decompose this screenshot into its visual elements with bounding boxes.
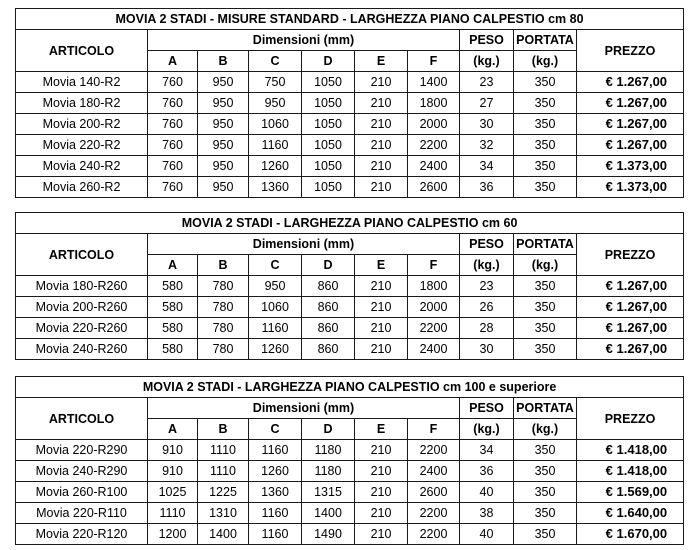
cell-a: 910 bbox=[148, 461, 198, 482]
table-row bbox=[16, 156, 684, 177]
cell-f: 2200 bbox=[408, 524, 460, 545]
cell-articolo: Movia 180-R2 bbox=[16, 93, 148, 114]
header-col-f: F bbox=[408, 51, 460, 72]
cell-b: 780 bbox=[198, 318, 249, 339]
cell-b: 1110 bbox=[198, 461, 249, 482]
cell-peso: 23 bbox=[460, 276, 514, 297]
cell-prezzo: € 1.418,00 bbox=[577, 440, 684, 461]
cell-c: 1160 bbox=[249, 503, 302, 524]
cell-prezzo: € 1.569,00 bbox=[577, 482, 684, 503]
cell-portata: 350 bbox=[514, 93, 577, 114]
table-row bbox=[16, 318, 684, 339]
cell-d: 1180 bbox=[302, 461, 355, 482]
cell-prezzo: € 1.373,00 bbox=[577, 177, 684, 198]
cell-e: 210 bbox=[355, 114, 408, 135]
table-title: MOVIA 2 STADI - LARGHEZZA PIANO CALPESTIO cm 60 bbox=[16, 213, 684, 234]
cell-portata: 350 bbox=[514, 318, 577, 339]
table-row bbox=[16, 339, 684, 360]
table-title-row bbox=[16, 377, 684, 398]
cell-peso: 32 bbox=[460, 135, 514, 156]
header-col-e: E bbox=[355, 255, 408, 276]
cell-prezzo: € 1.267,00 bbox=[577, 114, 684, 135]
cell-c: 1060 bbox=[249, 297, 302, 318]
cell-a: 580 bbox=[148, 297, 198, 318]
cell-e: 210 bbox=[355, 93, 408, 114]
cell-f: 2400 bbox=[408, 156, 460, 177]
cell-articolo: Movia 220-R2 bbox=[16, 135, 148, 156]
cell-peso: 30 bbox=[460, 114, 514, 135]
table-row bbox=[16, 461, 684, 482]
table-row bbox=[16, 482, 684, 503]
cell-e: 210 bbox=[355, 297, 408, 318]
table-row bbox=[16, 93, 684, 114]
cell-e: 210 bbox=[355, 339, 408, 360]
header-col-e: E bbox=[355, 51, 408, 72]
cell-prezzo: € 1.373,00 bbox=[577, 156, 684, 177]
price-table-100-plus bbox=[15, 376, 684, 545]
header-portata-unit: (kg.) bbox=[514, 51, 577, 72]
cell-d: 1050 bbox=[302, 72, 355, 93]
cell-portata: 350 bbox=[514, 339, 577, 360]
cell-prezzo: € 1.267,00 bbox=[577, 72, 684, 93]
cell-e: 210 bbox=[355, 177, 408, 198]
cell-b: 780 bbox=[198, 276, 249, 297]
header-portata-unit: (kg.) bbox=[514, 255, 577, 276]
cell-peso: 36 bbox=[460, 461, 514, 482]
cell-peso: 30 bbox=[460, 339, 514, 360]
header-dimensioni: Dimensioni (mm) bbox=[148, 234, 460, 255]
cell-prezzo: € 1.418,00 bbox=[577, 461, 684, 482]
cell-d: 1050 bbox=[302, 177, 355, 198]
header-col-d: D bbox=[302, 51, 355, 72]
cell-c: 1360 bbox=[249, 177, 302, 198]
cell-f: 1400 bbox=[408, 72, 460, 93]
table-row bbox=[16, 135, 684, 156]
cell-peso: 38 bbox=[460, 503, 514, 524]
table-row bbox=[16, 72, 684, 93]
cell-c: 1160 bbox=[249, 318, 302, 339]
cell-b: 1225 bbox=[198, 482, 249, 503]
cell-prezzo: € 1.267,00 bbox=[577, 318, 684, 339]
cell-a: 910 bbox=[148, 440, 198, 461]
cell-a: 760 bbox=[148, 177, 198, 198]
cell-a: 580 bbox=[148, 276, 198, 297]
cell-b: 1310 bbox=[198, 503, 249, 524]
table-row bbox=[16, 503, 684, 524]
cell-portata: 350 bbox=[514, 156, 577, 177]
header-col-d: D bbox=[302, 255, 355, 276]
cell-c: 1260 bbox=[249, 461, 302, 482]
header-col-c: C bbox=[249, 51, 302, 72]
cell-a: 580 bbox=[148, 318, 198, 339]
cell-d: 1315 bbox=[302, 482, 355, 503]
header-peso: PESO bbox=[460, 30, 514, 51]
cell-b: 950 bbox=[198, 156, 249, 177]
header-col-a: A bbox=[148, 255, 198, 276]
cell-peso: 27 bbox=[460, 93, 514, 114]
cell-b: 780 bbox=[198, 339, 249, 360]
cell-articolo: Movia 200-R2 bbox=[16, 114, 148, 135]
cell-d: 1050 bbox=[302, 135, 355, 156]
cell-e: 210 bbox=[355, 318, 408, 339]
cell-portata: 350 bbox=[514, 503, 577, 524]
cell-b: 1400 bbox=[198, 524, 249, 545]
table-body bbox=[16, 213, 684, 360]
header-portata: PORTATA bbox=[514, 398, 577, 419]
cell-b: 780 bbox=[198, 297, 249, 318]
cell-a: 760 bbox=[148, 156, 198, 177]
cell-c: 1260 bbox=[249, 339, 302, 360]
cell-prezzo: € 1.267,00 bbox=[577, 135, 684, 156]
cell-prezzo: € 1.267,00 bbox=[577, 339, 684, 360]
header-articolo: ARTICOLO bbox=[16, 398, 148, 440]
cell-articolo: Movia 220-R120 bbox=[16, 524, 148, 545]
table-row bbox=[16, 276, 684, 297]
cell-f: 2000 bbox=[408, 114, 460, 135]
header-dimensioni: Dimensioni (mm) bbox=[148, 30, 460, 51]
header-articolo: ARTICOLO bbox=[16, 30, 148, 72]
cell-peso: 40 bbox=[460, 482, 514, 503]
cell-portata: 350 bbox=[514, 135, 577, 156]
cell-portata: 350 bbox=[514, 440, 577, 461]
cell-a: 1025 bbox=[148, 482, 198, 503]
cell-peso: 40 bbox=[460, 524, 514, 545]
cell-b: 1110 bbox=[198, 440, 249, 461]
header-row bbox=[16, 398, 684, 419]
cell-e: 210 bbox=[355, 276, 408, 297]
header-col-b: B bbox=[198, 419, 249, 440]
cell-f: 2200 bbox=[408, 135, 460, 156]
cell-peso: 23 bbox=[460, 72, 514, 93]
cell-e: 210 bbox=[355, 135, 408, 156]
cell-articolo: Movia 220-R110 bbox=[16, 503, 148, 524]
cell-b: 950 bbox=[198, 72, 249, 93]
table-title: MOVIA 2 STADI - LARGHEZZA PIANO CALPESTIO cm 100 e superiore bbox=[16, 377, 684, 398]
cell-f: 2200 bbox=[408, 503, 460, 524]
cell-peso: 34 bbox=[460, 156, 514, 177]
cell-d: 1490 bbox=[302, 524, 355, 545]
cell-articolo: Movia 240-R290 bbox=[16, 461, 148, 482]
header-peso-unit: (kg.) bbox=[460, 255, 514, 276]
cell-f: 2200 bbox=[408, 440, 460, 461]
cell-f: 2600 bbox=[408, 482, 460, 503]
cell-articolo: Movia 240-R2 bbox=[16, 156, 148, 177]
cell-b: 950 bbox=[198, 93, 249, 114]
cell-e: 210 bbox=[355, 440, 408, 461]
cell-a: 760 bbox=[148, 93, 198, 114]
header-portata: PORTATA bbox=[514, 234, 577, 255]
cell-e: 210 bbox=[355, 461, 408, 482]
table-row bbox=[16, 114, 684, 135]
header-col-b: B bbox=[198, 51, 249, 72]
cell-portata: 350 bbox=[514, 461, 577, 482]
cell-prezzo: € 1.267,00 bbox=[577, 297, 684, 318]
header-prezzo: PREZZO bbox=[577, 234, 684, 276]
cell-f: 2000 bbox=[408, 297, 460, 318]
cell-d: 1050 bbox=[302, 156, 355, 177]
cell-d: 860 bbox=[302, 297, 355, 318]
table-title-row bbox=[16, 213, 684, 234]
header-col-a: A bbox=[148, 419, 198, 440]
cell-prezzo: € 1.267,00 bbox=[577, 93, 684, 114]
cell-f: 2200 bbox=[408, 318, 460, 339]
cell-portata: 350 bbox=[514, 482, 577, 503]
cell-portata: 350 bbox=[514, 276, 577, 297]
cell-f: 2400 bbox=[408, 461, 460, 482]
table-title-row bbox=[16, 9, 684, 30]
header-peso: PESO bbox=[460, 398, 514, 419]
cell-a: 1200 bbox=[148, 524, 198, 545]
cell-peso: 34 bbox=[460, 440, 514, 461]
cell-b: 950 bbox=[198, 114, 249, 135]
header-col-c: C bbox=[249, 255, 302, 276]
table-title: MOVIA 2 STADI - MISURE STANDARD - LARGHEZZA PIANO CALPESTIO cm 80 bbox=[16, 9, 684, 30]
cell-d: 860 bbox=[302, 318, 355, 339]
header-peso-unit: (kg.) bbox=[460, 51, 514, 72]
cell-e: 210 bbox=[355, 482, 408, 503]
cell-portata: 350 bbox=[514, 114, 577, 135]
cell-a: 760 bbox=[148, 135, 198, 156]
cell-articolo: Movia 180-R260 bbox=[16, 276, 148, 297]
cell-d: 860 bbox=[302, 276, 355, 297]
cell-a: 760 bbox=[148, 72, 198, 93]
price-table-standard-80 bbox=[15, 8, 684, 198]
header-prezzo: PREZZO bbox=[577, 398, 684, 440]
cell-a: 760 bbox=[148, 114, 198, 135]
price-table-60 bbox=[15, 212, 684, 360]
cell-d: 860 bbox=[302, 339, 355, 360]
cell-c: 1360 bbox=[249, 482, 302, 503]
cell-c: 950 bbox=[249, 93, 302, 114]
cell-e: 210 bbox=[355, 524, 408, 545]
cell-peso: 36 bbox=[460, 177, 514, 198]
cell-d: 1050 bbox=[302, 93, 355, 114]
header-dimensioni: Dimensioni (mm) bbox=[148, 398, 460, 419]
cell-portata: 350 bbox=[514, 524, 577, 545]
cell-articolo: Movia 200-R260 bbox=[16, 297, 148, 318]
header-portata-unit: (kg.) bbox=[514, 419, 577, 440]
table-row bbox=[16, 297, 684, 318]
cell-prezzo: € 1.670,00 bbox=[577, 524, 684, 545]
header-col-a: A bbox=[148, 51, 198, 72]
table-row bbox=[16, 177, 684, 198]
table-body bbox=[16, 9, 684, 198]
cell-e: 210 bbox=[355, 503, 408, 524]
header-peso: PESO bbox=[460, 234, 514, 255]
cell-articolo: Movia 260-R2 bbox=[16, 177, 148, 198]
cell-f: 2600 bbox=[408, 177, 460, 198]
table-body bbox=[16, 377, 684, 545]
cell-portata: 350 bbox=[514, 177, 577, 198]
header-row bbox=[16, 30, 684, 51]
cell-b: 950 bbox=[198, 177, 249, 198]
header-peso-unit: (kg.) bbox=[460, 419, 514, 440]
header-row bbox=[16, 234, 684, 255]
cell-peso: 26 bbox=[460, 297, 514, 318]
header-col-d: D bbox=[302, 419, 355, 440]
cell-c: 1160 bbox=[249, 135, 302, 156]
cell-c: 1260 bbox=[249, 156, 302, 177]
cell-articolo: Movia 260-R100 bbox=[16, 482, 148, 503]
table-row bbox=[16, 440, 684, 461]
cell-f: 1800 bbox=[408, 276, 460, 297]
cell-prezzo: € 1.267,00 bbox=[577, 276, 684, 297]
cell-c: 1160 bbox=[249, 440, 302, 461]
header-prezzo: PREZZO bbox=[577, 30, 684, 72]
cell-articolo: Movia 140-R2 bbox=[16, 72, 148, 93]
cell-b: 950 bbox=[198, 135, 249, 156]
header-col-b: B bbox=[198, 255, 249, 276]
cell-prezzo: € 1.640,00 bbox=[577, 503, 684, 524]
cell-portata: 350 bbox=[514, 297, 577, 318]
cell-c: 1060 bbox=[249, 114, 302, 135]
header-articolo: ARTICOLO bbox=[16, 234, 148, 276]
table-row bbox=[16, 524, 684, 545]
cell-d: 1050 bbox=[302, 114, 355, 135]
cell-articolo: Movia 220-R290 bbox=[16, 440, 148, 461]
cell-c: 750 bbox=[249, 72, 302, 93]
cell-d: 1180 bbox=[302, 440, 355, 461]
header-col-c: C bbox=[249, 419, 302, 440]
header-col-f: F bbox=[408, 419, 460, 440]
cell-f: 1800 bbox=[408, 93, 460, 114]
cell-a: 580 bbox=[148, 339, 198, 360]
cell-d: 1400 bbox=[302, 503, 355, 524]
header-portata: PORTATA bbox=[514, 30, 577, 51]
cell-e: 210 bbox=[355, 156, 408, 177]
cell-a: 1110 bbox=[148, 503, 198, 524]
cell-articolo: Movia 220-R260 bbox=[16, 318, 148, 339]
cell-f: 2400 bbox=[408, 339, 460, 360]
cell-c: 950 bbox=[249, 276, 302, 297]
header-col-e: E bbox=[355, 419, 408, 440]
cell-portata: 350 bbox=[514, 72, 577, 93]
header-col-f: F bbox=[408, 255, 460, 276]
cell-articolo: Movia 240-R260 bbox=[16, 339, 148, 360]
cell-e: 210 bbox=[355, 72, 408, 93]
cell-peso: 28 bbox=[460, 318, 514, 339]
cell-c: 1160 bbox=[249, 524, 302, 545]
